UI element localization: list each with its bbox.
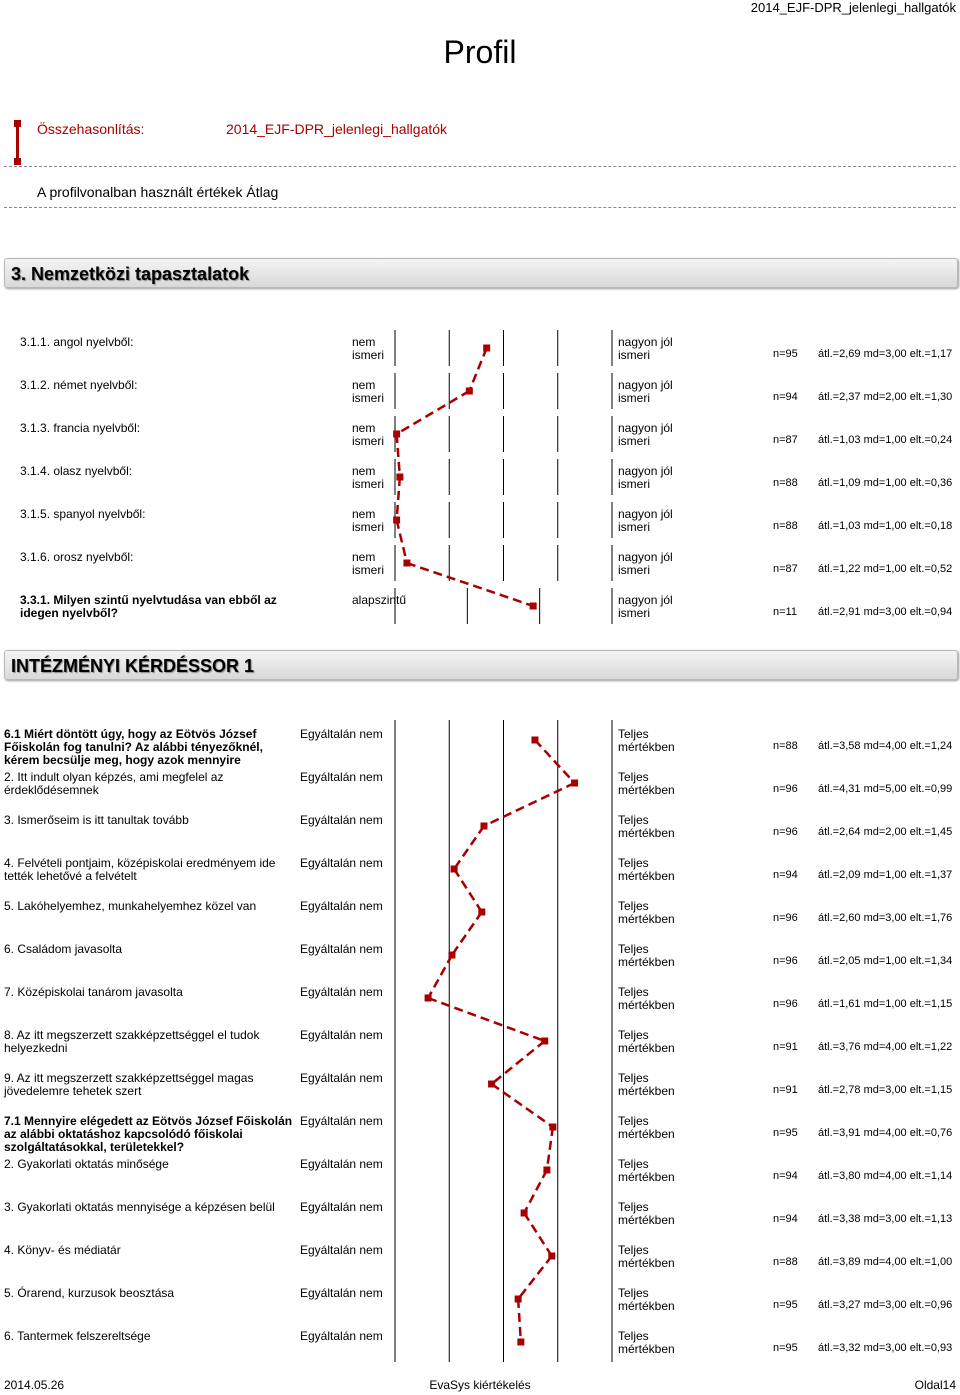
mean-marker — [548, 1253, 555, 1260]
response-count: n=88 — [773, 1256, 798, 1268]
mean-marker — [515, 1296, 522, 1303]
summary-stats: átl.=2,60 md=3,00 elt.=1,76 — [818, 912, 953, 924]
mean-marker — [448, 952, 455, 959]
question-text: 9. Az itt megszerzett szakképzettséggel magas jövedelemre tehetek szert — [4, 1071, 254, 1098]
question-text: 3.1.3. francia nyelvből: — [20, 421, 141, 435]
section-title: 3. Nemzetközi tapasztalatok — [11, 264, 250, 284]
response-count: n=96 — [773, 955, 798, 967]
summary-stats: átl.=4,31 md=5,00 elt.=0,99 — [818, 783, 953, 795]
profile-segment — [492, 1041, 545, 1084]
mean-marker — [478, 909, 485, 916]
summary-stats: átl.=3,76 md=4,00 elt.=1,22 — [818, 1041, 953, 1053]
scale-left-label: Egyáltalán nem — [300, 727, 383, 741]
scale-right-label: Teljes mértékben — [618, 1329, 675, 1356]
mean-marker — [451, 866, 458, 873]
scale-left-label: Egyáltalán nem — [300, 985, 383, 999]
summary-stats: átl.=2,09 md=1,00 elt.=1,37 — [818, 869, 953, 881]
mean-marker — [480, 823, 487, 830]
mean-marker — [541, 1038, 548, 1045]
response-count: n=96 — [773, 783, 798, 795]
scale-left-label: Egyáltalán nem — [300, 1200, 383, 1214]
summary-stats: átl.=2,91 md=3,00 elt.=0,94 — [818, 606, 953, 618]
scale-right-label: Teljes mértékben — [618, 1200, 675, 1227]
question-text: 3.1.1. angol nyelvből: — [20, 335, 134, 349]
profile-segment — [518, 1256, 552, 1299]
scale-left-label: Egyáltalán nem — [300, 1286, 383, 1300]
scale-right-label: Teljes mértékben — [618, 1071, 675, 1098]
summary-stats: átl.=1,22 md=1,00 elt.=0,52 — [818, 563, 953, 575]
section-title: INTÉZMÉNYI KÉRDÉSSOR 1 — [11, 656, 255, 676]
scale-right-label: nagyon jól ismeri — [618, 507, 673, 534]
scale-right-label: Teljes mértékben — [618, 856, 675, 883]
scale-left-label: nem ismeri — [352, 464, 384, 491]
question-text: 3.1.2. német nyelvből: — [20, 378, 138, 392]
comparison-value: 2014_EJF-DPR_jelenlegi_hallgatók — [226, 121, 448, 137]
scale-right-label: nagyon jól ismeri — [618, 378, 673, 405]
response-count: n=94 — [773, 1170, 798, 1182]
response-count: n=88 — [773, 520, 798, 532]
mean-marker — [517, 1339, 524, 1346]
profile-segment — [407, 563, 533, 606]
response-count: n=11 — [773, 606, 797, 618]
scale-right-label: Teljes mértékben — [618, 813, 675, 840]
response-count: n=95 — [773, 1299, 798, 1311]
question-text: 4. Felvételi pontjaim, középiskolai eredményem ide tették lehetővé a felvételt — [4, 856, 276, 883]
scale-right-label: Teljes mértékben — [618, 985, 675, 1012]
scale-right-label: Teljes mértékben — [618, 1286, 675, 1313]
question-text: 7.1 Mennyire elégedett az Eötvös József Főiskolán az alábbi oktatáshoz kapcsolódó főiskolai szolgáltatásokkal, területekkel? — [4, 1114, 293, 1154]
response-count: n=88 — [773, 740, 798, 752]
profile-segment — [484, 783, 575, 826]
scale-left-label: Egyáltalán nem — [300, 856, 383, 870]
summary-stats: átl.=2,69 md=3,00 elt.=1,17 — [818, 348, 953, 360]
profile-segment — [454, 826, 484, 869]
profile-note: A profilvonalban használt értékek Átlag — [37, 184, 279, 200]
question-text: 5. Lakóhelyemhez, munkahelyemhez közel van — [4, 899, 257, 913]
mean-marker — [543, 1167, 550, 1174]
scale-left-label: Egyáltalán nem — [300, 942, 383, 956]
summary-stats: átl.=1,61 md=1,00 elt.=1,15 — [818, 998, 953, 1010]
scale-left-label: nem ismeri — [352, 378, 384, 405]
profile-segment — [492, 1084, 553, 1127]
mean-marker — [549, 1124, 556, 1131]
question-text: 4. Könyv- és médiatár — [4, 1243, 121, 1257]
question-text: 3.1.5. spanyol nyelvből: — [20, 507, 146, 521]
scale-right-label: Teljes mértékben — [618, 1114, 675, 1141]
scale-right-label: Teljes mértékben — [618, 1243, 675, 1270]
profile-segment — [397, 520, 407, 563]
mean-marker — [488, 1081, 495, 1088]
scale-right-label: nagyon jól ismeri — [618, 464, 673, 491]
question-text: 7. Középiskolai tanárom javasolta — [4, 985, 183, 999]
profile-segment — [428, 998, 545, 1041]
scale-left-label: Egyáltalán nem — [300, 770, 383, 784]
scale-right-label: nagyon jól ismeri — [618, 335, 673, 362]
scale-left-label: Egyáltalán nem — [300, 1243, 383, 1257]
summary-stats: átl.=3,91 md=4,00 elt.=0,76 — [818, 1127, 953, 1139]
question-text: 3.3.1. Milyen szintű nyelvtudása van ebből az idegen nyelvből? — [20, 593, 277, 620]
scale-right-label: Teljes mértékben — [618, 942, 675, 969]
question-text: 2. Itt indult olyan képzés, ami megfelel az érdeklődésemnek — [4, 770, 224, 797]
summary-stats: átl.=3,89 md=4,00 elt.=1,00 — [818, 1256, 953, 1268]
response-count: n=88 — [773, 477, 798, 489]
profile-segment — [469, 348, 486, 391]
response-count: n=87 — [773, 434, 798, 446]
summary-stats: átl.=2,78 md=3,00 elt.=1,15 — [818, 1084, 953, 1096]
scale-left-label: Egyáltalán nem — [300, 1114, 383, 1128]
summary-stats: átl.=2,64 md=2,00 elt.=1,45 — [818, 826, 953, 838]
mean-marker — [483, 345, 490, 352]
scale-right-label: nagyon jól ismeri — [618, 593, 673, 620]
profile-segment — [547, 1127, 553, 1170]
response-count: n=94 — [773, 391, 798, 403]
question-text: 3. Gyakorlati oktatás mennyisége a képzésen belül — [4, 1200, 275, 1214]
profile-segment — [397, 434, 400, 477]
profile-segment — [535, 740, 575, 783]
scale-right-label: Teljes mértékben — [618, 727, 675, 754]
scale-left-label: Egyáltalán nem — [300, 813, 383, 827]
summary-stats: átl.=3,80 md=4,00 elt.=1,14 — [818, 1170, 953, 1182]
summary-stats: átl.=3,27 md=3,00 elt.=0,96 — [818, 1299, 953, 1311]
summary-stats: átl.=2,37 md=2,00 elt.=1,30 — [818, 391, 953, 403]
response-count: n=87 — [773, 563, 798, 575]
scale-right-label: Teljes mértékben — [618, 1028, 675, 1055]
scale-left-label: Egyáltalán nem — [300, 1329, 383, 1343]
scale-right-label: Teljes mértékben — [618, 1157, 675, 1184]
response-count: n=94 — [773, 869, 798, 881]
profile-segment — [454, 869, 482, 912]
response-count: n=96 — [773, 998, 798, 1010]
mean-marker — [396, 474, 403, 481]
scale-left-label: nem ismeri — [352, 507, 384, 534]
question-text: 2. Gyakorlati oktatás minősége — [4, 1157, 169, 1171]
question-text: 8. Az itt megszerzett szakképzettséggel el tudok helyezkedni — [4, 1028, 260, 1055]
scale-right-label: nagyon jól ismeri — [618, 421, 673, 448]
profile-segment — [524, 1170, 547, 1213]
mean-marker — [425, 995, 432, 1002]
footer-date: 2014.05.26 — [4, 1378, 65, 1392]
scale-right-label: nagyon jól ismeri — [618, 550, 673, 577]
mean-marker — [403, 560, 410, 567]
scale-right-label: Teljes mértékben — [618, 770, 675, 797]
scale-left-label: Egyáltalán nem — [300, 899, 383, 913]
question-text: 3.1.6. orosz nyelvből: — [20, 550, 134, 564]
mean-marker — [393, 431, 400, 438]
response-count: n=91 — [773, 1041, 798, 1053]
mean-marker — [466, 388, 473, 395]
mean-marker — [521, 1210, 528, 1217]
summary-stats: átl.=1,03 md=1,00 elt.=0,24 — [818, 434, 953, 446]
response-count: n=95 — [773, 348, 798, 360]
footer-page: Oldal14 — [914, 1378, 956, 1392]
response-count: n=94 — [773, 1213, 798, 1225]
response-count: n=95 — [773, 1342, 798, 1354]
question-text: 6.1 Miért döntött úgy, hogy az Eötvös József Főiskolán fog tanulni? Az alábbi tényezőknél, kérem becsülje meg, hogy azok mennyire — [4, 727, 263, 767]
summary-stats: átl.=3,38 md=3,00 elt.=1,13 — [818, 1213, 953, 1225]
mean-marker — [393, 517, 400, 524]
profile-segment — [397, 477, 400, 520]
question-text: 3. Ismerőseim is itt tanultak tovább — [4, 813, 189, 827]
scale-left-label: alapszintű — [352, 593, 407, 607]
question-text: 6. Családom javasolta — [4, 942, 123, 956]
profile-segment — [524, 1213, 552, 1256]
profile-segment — [518, 1299, 521, 1342]
scale-left-label: nem ismeri — [352, 421, 384, 448]
summary-stats: átl.=3,32 md=3,00 elt.=0,93 — [818, 1342, 953, 1354]
response-count: n=96 — [773, 826, 798, 838]
mean-marker — [530, 603, 537, 610]
summary-stats: átl.=1,09 md=1,00 elt.=0,36 — [818, 477, 953, 489]
summary-stats: átl.=3,58 md=4,00 elt.=1,24 — [818, 740, 953, 752]
question-text: 6. Tantermek felszereltsége — [4, 1329, 151, 1343]
mean-marker — [571, 780, 578, 787]
comparison-label: Összehasonlítás: — [37, 121, 145, 137]
footer-center: EvaSys kiértékelés — [429, 1378, 531, 1392]
question-text: 5. Órarend, kurzusok beosztása — [4, 1286, 175, 1300]
summary-stats: átl.=2,05 md=1,00 elt.=1,34 — [818, 955, 953, 967]
scale-left-label: Egyáltalán nem — [300, 1157, 383, 1171]
summary-stats: átl.=1,03 md=1,00 elt.=0,18 — [818, 520, 953, 532]
profile-segment — [397, 391, 470, 434]
profile-segment — [452, 912, 482, 955]
profile-segment — [428, 955, 452, 998]
scale-right-label: Teljes mértékben — [618, 899, 675, 926]
response-count: n=91 — [773, 1084, 798, 1096]
scale-left-label: nem ismeri — [352, 335, 384, 362]
page-title: Profil — [443, 34, 517, 70]
scale-left-label: Egyáltalán nem — [300, 1071, 383, 1085]
report-name: 2014_EJF-DPR_jelenlegi_hallgatók — [750, 0, 956, 15]
scale-left-label: Egyáltalán nem — [300, 1028, 383, 1042]
response-count: n=95 — [773, 1127, 798, 1139]
mean-marker — [531, 737, 538, 744]
scale-left-label: nem ismeri — [352, 550, 384, 577]
response-count: n=96 — [773, 912, 798, 924]
question-text: 3.1.4. olasz nyelvből: — [20, 464, 133, 478]
